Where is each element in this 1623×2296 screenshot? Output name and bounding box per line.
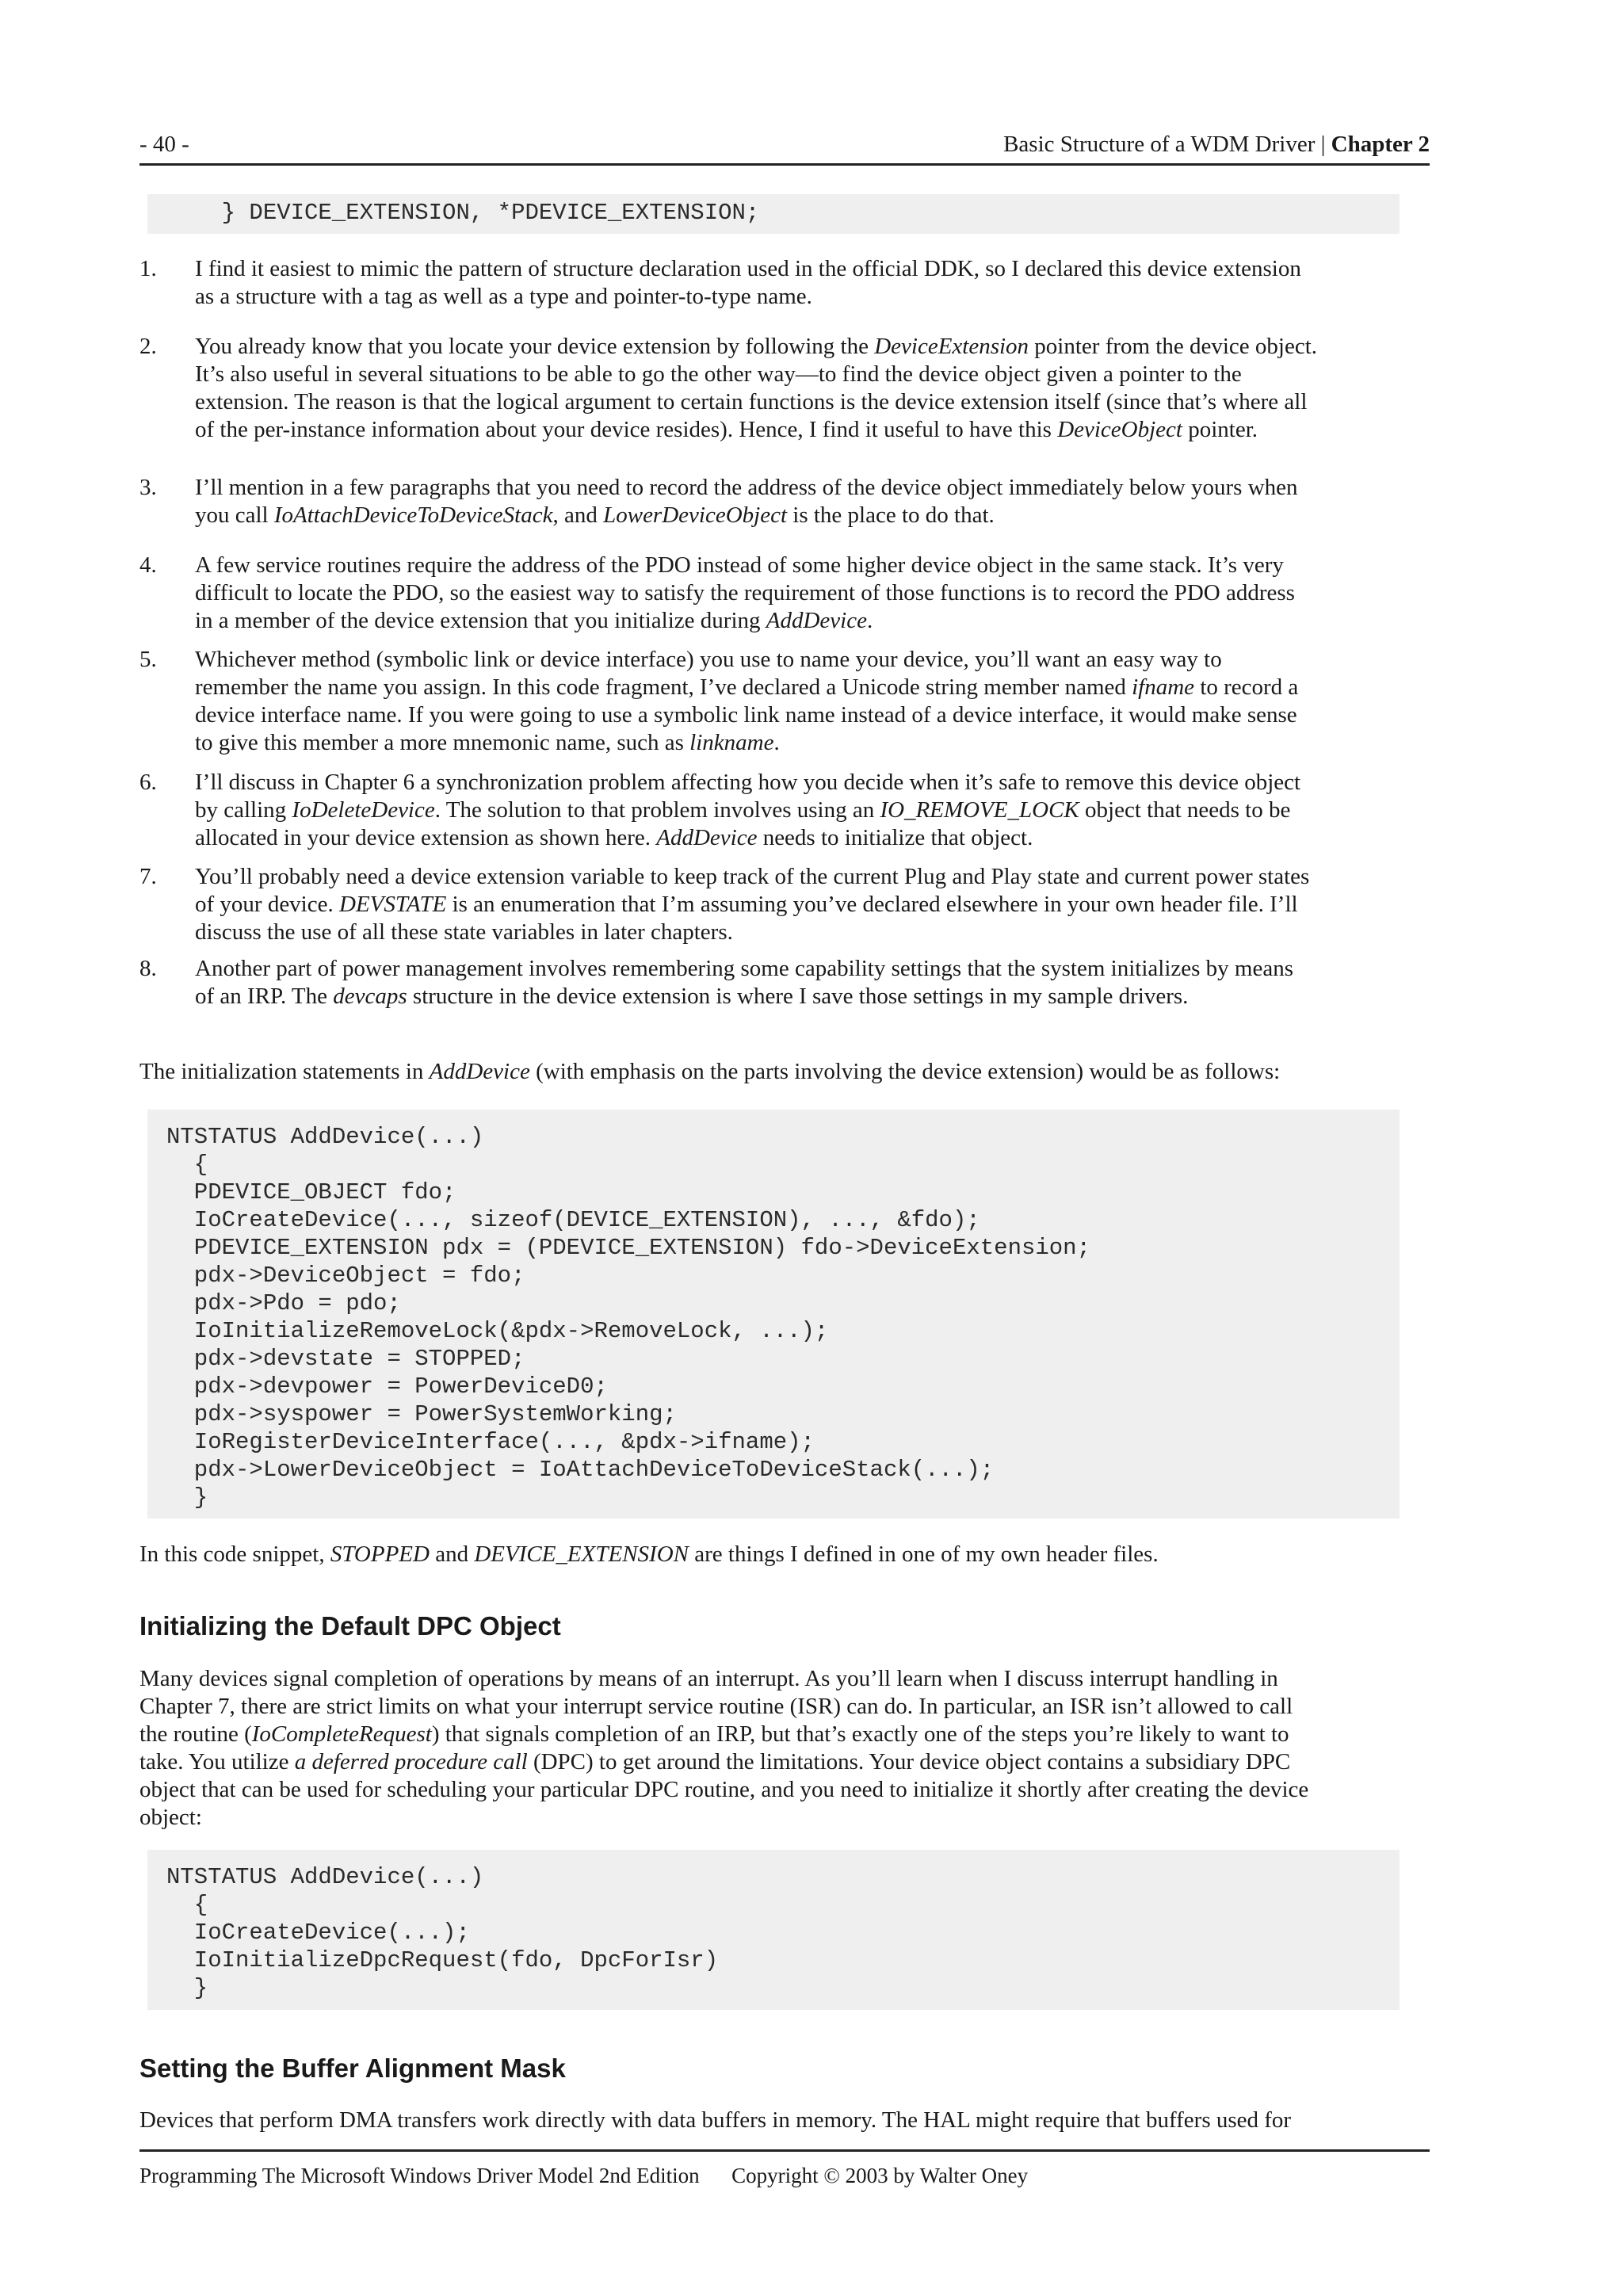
list-item-number: 5. bbox=[139, 647, 157, 672]
code-note-paragraph: In this code snippet, STOPPED and DEVICE_EXTENSION are things I defined in one of my own header files. bbox=[139, 1541, 1159, 1567]
code-line: NTSTATUS AddDevice(...) bbox=[166, 1124, 484, 1150]
list-item-text: Whichever method (symbolic link or device interface) you use to name your device, you’ll want an easy way to remember the name you assign. In this code fragment, I’ve declared a Unicode string member named ifname to record a device interface name. If you were going to use a symbolic link name instead of a device interface, it would make sense to give this member a more mnemonic name, such as linkname. bbox=[195, 647, 1299, 755]
code-line: PDEVICE_EXTENSION pdx = (PDEVICE_EXTENSION) fdo->DeviceExtension; bbox=[166, 1235, 1090, 1261]
list-item-number: 8. bbox=[139, 956, 157, 981]
footer-copyright: Copyright © 2003 by Walter Oney bbox=[731, 2164, 1029, 2187]
list-item-text: I find it easiest to mimic the pattern of structure declaration used in the official DDK, so I declared this device extension as a structure with a tag as well as a type and pointer-to-type name. bbox=[195, 256, 1301, 309]
code-line: IoCreateDevice(..., sizeof(DEVICE_EXTENSION), ..., &fdo); bbox=[166, 1207, 980, 1233]
page-number: - 40 - bbox=[139, 132, 189, 157]
code-line: pdx->LowerDeviceObject = IoAttachDeviceToDeviceStack(...); bbox=[166, 1457, 995, 1483]
list-item-number: 1. bbox=[139, 256, 157, 281]
chapter-label: Chapter 2 bbox=[1331, 132, 1430, 157]
list-item-text: A few service routines require the address of the PDO instead of some higher device object in the same stack. It’s very difficult to locate the PDO, so the easiest way to satisfy the requirement of those functions is to record the PDO address in a member of the device extension that you initialize during AddDevice. bbox=[195, 552, 1295, 633]
list-item-number: 7. bbox=[139, 864, 157, 889]
list-item-text: You already know that you locate your device extension by following the DeviceExtension pointer from the device object. It’s also useful in several situations to be able to go the other way—to find the device object given a pointer to the extension. The reason is that the logical argument to certain functions is the device extension itself (since that’s where all of the per-instance information about your device resides). Hence, I find it useful to have this DeviceObject pointer. bbox=[195, 334, 1318, 442]
list-item-number: 2. bbox=[139, 334, 157, 359]
list-item-text: You’ll probably need a device extension variable to keep track of the current Plug and Play state and current power states of your device. DEVSTATE is an enumeration that I’m assuming you’ve declared elsewhere in your own header file. I’ll discuss the use of all these state variables in later chapters. bbox=[195, 864, 1310, 945]
heading-buffer-alignment: Setting the Buffer Alignment Mask bbox=[139, 2053, 566, 2083]
code-line: IoRegisterDeviceInterface(..., &pdx->ifname); bbox=[166, 1429, 815, 1455]
list-item-text: I’ll discuss in Chapter 6 a synchronization problem affecting how you decide when it’s safe to remove this device object by calling IoDeleteDevice. The solution to that problem involves using an IO_REMOVE_LOCK object that needs to be allocated in your device extension as shown here. AddDevice needs to initialize that object. bbox=[195, 770, 1301, 850]
dpc-paragraph: Many devices signal completion of operations by means of an interrupt. As you’ll learn when I discuss interrupt handling in Chapter 7, there are strict limits on what your interrupt service routine (ISR) can do. In particular, an ISR isn’t allowed to call the routine (IoCompleteRequest) that signals completion of an IRP, but that’s exactly one of the steps you’re likely to want to take. You utilize a deferred procedure call (DPC) to get around the limitations. Your device object contains a subsidiary DPC object that can be used for scheduling your particular DPC routine, and you need to initialize it shortly after creating the device object: bbox=[139, 1666, 1309, 1830]
buffer-paragraph: Devices that perform DMA transfers work directly with data buffers in memory. The HAL might require that buffers used for bbox=[139, 2107, 1292, 2133]
code-line: pdx->syspower = PowerSystemWorking; bbox=[166, 1401, 677, 1427]
list-item-text: I’ll mention in a few paragraphs that you need to record the address of the device object immediately below yours when you call IoAttachDeviceToDeviceStack, and LowerDeviceObject is the place to do that. bbox=[195, 475, 1298, 528]
code-line: NTSTATUS AddDevice(...) bbox=[166, 1864, 484, 1890]
section-title: Basic Structure of a WDM Driver | bbox=[1003, 132, 1331, 157]
code-line: IoCreateDevice(...); bbox=[166, 1920, 470, 1946]
list-item-number: 6. bbox=[139, 770, 157, 795]
code-line: IoInitializeRemoveLock(&pdx->RemoveLock, ...); bbox=[166, 1318, 829, 1344]
code-line: } DEVICE_EXTENSION, *PDEVICE_EXTENSION; bbox=[166, 200, 760, 226]
running-title bbox=[1003, 132, 1430, 158]
code-block-dpc bbox=[147, 1850, 1400, 2010]
page-footer bbox=[139, 2164, 1028, 2188]
code-line: IoInitializeDpcRequest(fdo, DpcForIsr) bbox=[166, 1947, 719, 1973]
code-line: { bbox=[166, 1892, 208, 1918]
code-line: } bbox=[166, 1975, 208, 2001]
code-line: pdx->devstate = STOPPED; bbox=[166, 1346, 525, 1372]
code-line: PDEVICE_OBJECT fdo; bbox=[166, 1179, 456, 1205]
footer-divider bbox=[139, 2149, 1430, 2152]
code-block-adddevice bbox=[147, 1110, 1400, 1519]
code-block-struct-end bbox=[147, 194, 1400, 234]
footer-book-title: Programming The Microsoft Windows Driver Model 2nd Edition bbox=[139, 2164, 700, 2187]
page-header bbox=[139, 128, 1430, 166]
code-line: pdx->devpower = PowerDeviceD0; bbox=[166, 1373, 608, 1400]
code-line: pdx->DeviceObject = fdo; bbox=[166, 1263, 525, 1289]
intro-paragraph: The initialization statements in AddDevice (with emphasis on the parts involving the device extension) would be as follows: bbox=[139, 1059, 1281, 1084]
list-item-text: Another part of power management involves remembering some capability settings that the system initializes by means of an IRP. The devcaps structure in the device extension is where I save those settings in my sample drivers. bbox=[195, 956, 1293, 1009]
code-line: } bbox=[166, 1484, 208, 1511]
list-item-number: 4. bbox=[139, 552, 157, 578]
code-line: { bbox=[166, 1152, 208, 1178]
heading-dpc: Initializing the Default DPC Object bbox=[139, 1611, 561, 1641]
list-item-number: 3. bbox=[139, 475, 157, 500]
code-line: pdx->Pdo = pdo; bbox=[166, 1290, 401, 1316]
